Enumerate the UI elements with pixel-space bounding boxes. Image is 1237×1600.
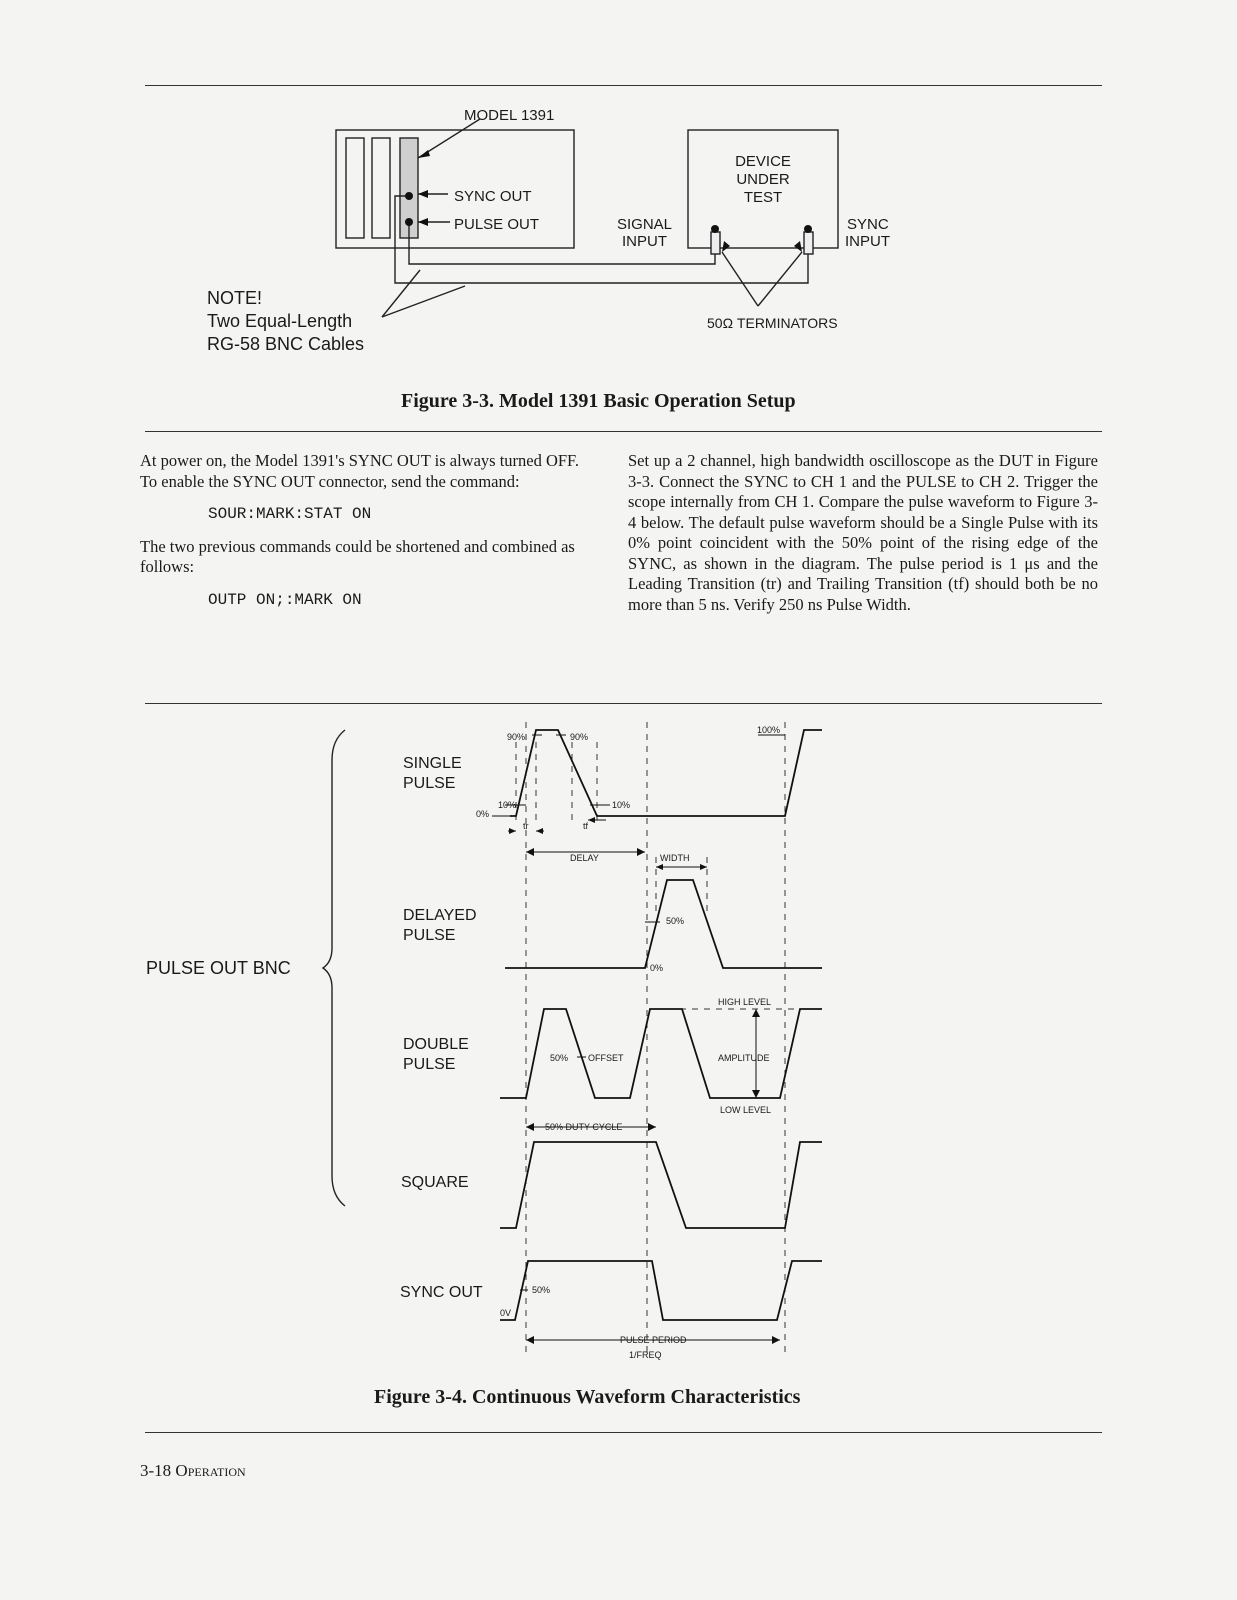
- p100: 100%: [757, 725, 781, 735]
- amplitude-label: AMPLITUDE: [718, 1053, 770, 1063]
- terminator-signal: [711, 232, 720, 254]
- figure-3-3-caption: Figure 3-3. Model 1391 Basic Operation Setup: [401, 390, 796, 412]
- top-rule: [145, 85, 1102, 86]
- p50-delayed: 50%: [666, 916, 685, 926]
- one-over-freq-label: 1/FREQ: [629, 1350, 662, 1360]
- p10-left: 10%: [498, 800, 517, 810]
- model-label: MODEL 1391: [464, 107, 555, 124]
- note-label: NOTE!: [207, 288, 263, 308]
- note-line-3: RG-58 BNC Cables: [207, 334, 365, 354]
- sync-out-label: SYNC OUT: [400, 1284, 483, 1301]
- signal-input-label-1: SIGNAL: [617, 216, 673, 233]
- waveform-diagram: [140, 712, 860, 1372]
- p50-double: 50%: [550, 1053, 569, 1063]
- dut-label-2: UNDER: [736, 171, 790, 188]
- p50-sync: 50%: [532, 1285, 551, 1295]
- right-column: [628, 451, 1098, 615]
- setup-diagram: [140, 100, 940, 370]
- right-paragraph-1: Set up a 2 channel, high bandwidth oscilloscope as the DUT in Figure 3-3. Connect the SYNC to CH 1 and the PULSE to CH 2. Trigger the scope internally from CH 1. Compare the pulse waveform to Figure 3-4 below. The default pulse waveform should be a Single Pulse with its 0% point coincident with the 50% point of the rising edge of the SYNC, as shown in the diagram. The pulse period is 1 μs and the Leading Transition (tr) and Trailing Transition (tf) should both be no more than 5 ns. Verify 250 ns Pulse Width.: [628, 451, 1098, 614]
- high-level-label: HIGH LEVEL: [718, 997, 772, 1007]
- double-pulse-label-1: DOUBLE: [403, 1036, 469, 1053]
- left-paragraph-1: At power on, the Model 1391's SYNC OUT is always turned OFF. To enable the SYNC OUT connector, send the command:: [140, 451, 580, 491]
- sync-input-label-2: INPUT: [845, 233, 890, 250]
- delayed-pulse-label-1: DELAYED: [403, 907, 477, 924]
- terminator-sync: [804, 232, 813, 254]
- pulse-out-label: PULSE OUT: [454, 216, 540, 233]
- cable-sync: [395, 196, 808, 283]
- p0-delayed: 0%: [650, 963, 664, 973]
- pulse-period-label: PULSE PERIOD: [620, 1335, 687, 1345]
- zero-v-label: 0V: [500, 1308, 512, 1318]
- width-label: WIDTH: [660, 853, 690, 863]
- dut-label-3: TEST: [743, 189, 783, 206]
- card-slot-1: [346, 138, 364, 238]
- square-waveform: [500, 1142, 822, 1228]
- command-2: OUTP ON;:MARK ON: [208, 590, 362, 609]
- sync-out-label: SYNC OUT: [454, 188, 532, 205]
- left-paragraph-2: The two previous commands could be shortened and combined as follows:: [140, 536, 575, 576]
- signal-input-label-2: INPUT: [622, 233, 667, 250]
- card-slot-2: [372, 138, 390, 238]
- double-pulse-label-2: PULSE: [403, 1056, 456, 1073]
- figure-3-4-caption: Figure 3-4. Continuous Waveform Characteristics: [374, 1386, 801, 1408]
- single-pulse-label-1: SINGLE: [403, 755, 462, 772]
- dut-label-1: DEVICE: [735, 153, 791, 170]
- low-level-label: LOW LEVEL: [720, 1105, 772, 1115]
- sync-input-label-1: SYNC: [847, 216, 889, 233]
- group-label: PULSE OUT BNC: [146, 958, 291, 978]
- bottom-rule: [145, 1432, 1102, 1433]
- double-pulse-waveform: [500, 1009, 822, 1098]
- p90-right: 90%: [570, 732, 589, 742]
- p0: 0%: [476, 809, 490, 819]
- tr-label: tr: [523, 821, 529, 831]
- note-line-2: Two Equal-Length: [207, 311, 353, 331]
- p90-left: 90%: [507, 732, 526, 742]
- tf-label: tf: [583, 821, 589, 831]
- delayed-pulse-waveform: [505, 880, 822, 968]
- square-label: SQUARE: [401, 1174, 469, 1191]
- delay-label: DELAY: [570, 853, 599, 863]
- delayed-pulse-label-2: PULSE: [403, 927, 456, 944]
- rule-after-fig3: [145, 431, 1102, 432]
- rule-after-text: [145, 703, 1102, 704]
- single-pulse-waveform: [510, 730, 822, 816]
- p10-right: 10%: [612, 800, 631, 810]
- terminators-label: 50Ω TERMINATORS: [707, 315, 838, 331]
- left-column: [140, 451, 600, 622]
- offset-label: OFFSET: [588, 1053, 624, 1063]
- single-pulse-label-2: PULSE: [403, 775, 456, 792]
- group-brace: [323, 730, 345, 1206]
- command-1: SOUR:MARK:STAT ON: [208, 505, 372, 523]
- page-number: 3-18 Operation: [140, 1461, 246, 1480]
- duty-cycle-label: 50% DUTY CYCLE: [545, 1122, 623, 1132]
